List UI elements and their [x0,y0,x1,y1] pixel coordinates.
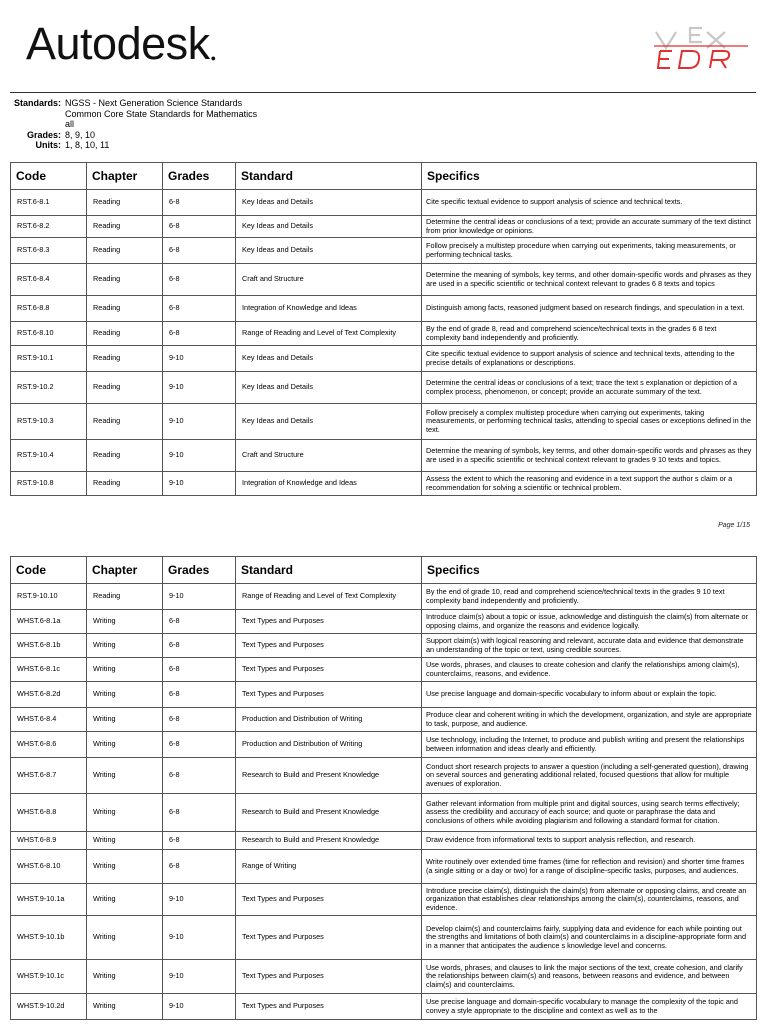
code-cell: WHST.6-8.9 [11,832,87,850]
standard-cell: Key Ideas and Details [236,238,422,264]
code-cell: WHST.6-8.8 [11,794,87,832]
column-header-specifics: Specifics [422,163,757,190]
table-header-row [11,557,757,584]
table-row [11,658,757,682]
autodesk-logo: Autodesk● [26,18,216,69]
specifics-cell: Use precise language and domain-specific vocabulary to inform about or explain the topic. [422,682,757,708]
table-row [11,322,757,346]
grades-cell: 9-10 [163,916,236,960]
chapter-cell: Reading [87,346,163,372]
table-row [11,264,757,296]
specifics-cell: Determine the meaning of symbols, key terms, and other domain-specific words and phrases as they are used in a specific scientific or technical context relevant to grades 6 8 texts and topics [422,264,757,296]
table-row [11,404,757,440]
code-cell: RST.9-10.10 [11,584,87,610]
specifics-cell: Conduct short research projects to answer a question (including a self-generated question), drawing on several sources and generating additional related, focused questions that allow for multiple avenues of exploration. [422,758,757,794]
table-header-row [11,163,757,190]
code-cell: WHST.6-8.1b [11,634,87,658]
grades-cell: 6-8 [163,634,236,658]
table-row [11,440,757,472]
code-cell: RST.6-8.10 [11,322,87,346]
column-header-standard: Standard [236,557,422,584]
chapter-cell: Writing [87,916,163,960]
standard-cell: Text Types and Purposes [236,884,422,916]
standard-cell: Integration of Knowledge and Ideas [236,472,422,496]
code-cell: WHST.6-8.10 [11,850,87,884]
grades-cell: 9-10 [163,960,236,994]
standard-cell: Range of Writing [236,850,422,884]
standard-cell: Production and Distribution of Writing [236,708,422,732]
grades-cell: 6-8 [163,322,236,346]
specifics-cell: By the end of grade 8, read and comprehend science/technical texts in the grades 6 8 text complexity band independently and proficiently. [422,322,757,346]
page-number: Page 1/15 [718,522,750,529]
code-cell: RST.9-10.3 [11,404,87,440]
grades-cell: 6-8 [163,190,236,216]
chapter-cell: Reading [87,472,163,496]
standard-cell: Key Ideas and Details [236,190,422,216]
standard-cell: Text Types and Purposes [236,960,422,994]
code-cell: RST.9-10.2 [11,372,87,404]
table-row [11,584,757,610]
specifics-cell: Assess the extent to which the reasoning and evidence in a text support the author s claim or a recommendation for solving a scientific or technical problem. [422,472,757,496]
column-header-specifics: Specifics [422,557,757,584]
chapter-cell: Reading [87,216,163,238]
standard-cell: Integration of Knowledge and Ideas [236,296,422,322]
standard-cell: Text Types and Purposes [236,916,422,960]
standard-cell: Key Ideas and Details [236,216,422,238]
specifics-cell: Gather relevant information from multiple print and digital sources, using search terms effectively; assess the credibility and accuracy of each source; and quote or paraphrase the data and conclusions of others while avoiding plagiarism and following a standard format for citation. [422,794,757,832]
chapter-cell: Reading [87,296,163,322]
grades-cell: 9-10 [163,346,236,372]
code-cell: RST.9-10.1 [11,346,87,372]
column-header-code: Code [11,557,87,584]
column-header-grades: Grades [163,163,236,190]
chapter-cell: Writing [87,884,163,916]
standard-cell: Research to Build and Present Knowledge [236,794,422,832]
code-cell: WHST.9-10.1a [11,884,87,916]
grades-cell: 6-8 [163,832,236,850]
standard-cell: Text Types and Purposes [236,610,422,634]
standard-cell: Text Types and Purposes [236,682,422,708]
standard-cell: Craft and Structure [236,264,422,296]
grades-cell: 9-10 [163,440,236,472]
chapter-cell: Writing [87,960,163,994]
code-cell: RST.6-8.1 [11,190,87,216]
grades-cell: 6-8 [163,658,236,682]
metadata-block [10,98,257,151]
chapter-cell: Writing [87,634,163,658]
code-cell: WHST.6-8.6 [11,732,87,758]
grades-cell: 6-8 [163,238,236,264]
specifics-cell: Write routinely over extended time frames (time for reflection and revision) and shorter time frames (a single sitting or a day or two) for a range of discipline-specific tasks, purposes, and audiences. [422,850,757,884]
specifics-cell: Determine the central ideas or conclusions of a text; provide an accurate summary of the text distinct from prior knowledge or opinions. [422,216,757,238]
specifics-cell: Use precise language and domain-specific vocabulary to manage the complexity of the topic and convey a style appropriate to the discipline and context as well as to the [422,994,757,1020]
table-row [11,994,757,1020]
table-row [11,832,757,850]
grades-cell: 6-8 [163,682,236,708]
standard-cell: Key Ideas and Details [236,346,422,372]
standard-cell: Key Ideas and Details [236,372,422,404]
grades-cell: 6-8 [163,610,236,634]
column-header-code: Code [11,163,87,190]
chapter-cell: Writing [87,732,163,758]
code-cell: WHST.6-8.7 [11,758,87,794]
standard-cell: Range of Reading and Level of Text Complexity [236,584,422,610]
code-cell: RST.6-8.8 [11,296,87,322]
chapter-cell: Reading [87,584,163,610]
standard-cell: Craft and Structure [236,440,422,472]
standards-value: Common Core State Standards for Mathematics [65,108,258,119]
specifics-cell: Distinguish among facts, reasoned judgment based on research findings, and speculation in a text. [422,296,757,322]
standard-cell: Text Types and Purposes [236,634,422,658]
chapter-cell: Writing [87,850,163,884]
chapter-cell: Writing [87,994,163,1020]
table-row [11,610,757,634]
chapter-cell: Reading [87,190,163,216]
chapter-cell: Writing [87,610,163,634]
standard-cell: Text Types and Purposes [236,658,422,682]
code-cell: RST.9-10.4 [11,440,87,472]
grades-cell: 6-8 [163,708,236,732]
grades-cell: 9-10 [163,404,236,440]
chapter-cell: Reading [87,238,163,264]
table-row [11,238,757,264]
chapter-cell: Writing [87,708,163,732]
code-cell: RST.6-8.2 [11,216,87,238]
column-header-grades: Grades [163,557,236,584]
chapter-cell: Reading [87,322,163,346]
chapter-cell: Writing [87,758,163,794]
standard-cell: Key Ideas and Details [236,404,422,440]
table-row [11,346,757,372]
chapter-cell: Writing [87,794,163,832]
code-cell: WHST.6-8.1c [11,658,87,682]
table-row [11,708,757,732]
grades-cell: 6-8 [163,758,236,794]
table-row [11,682,757,708]
code-cell: WHST.6-8.1a [11,610,87,634]
specifics-cell: Cite specific textual evidence to support analysis of science and technical texts. [422,190,757,216]
grades-cell: 9-10 [163,472,236,496]
standard-cell: Research to Build and Present Knowledge [236,832,422,850]
table-row [11,758,757,794]
specifics-cell: Support claim(s) with logical reasoning and relevant, accurate data and evidence that demonstrate an understanding of the topic or text, using credible sources. [422,634,757,658]
table-row [11,850,757,884]
table-row [11,634,757,658]
chapter-cell: Reading [87,440,163,472]
specifics-cell: Develop claim(s) and counterclaims fairly, supplying data and evidence for each while pointing out the strengths and limitations of both claim(s) and counterclaims in a discipline-appropriate form and in a manner that anticipates the audience s knowledge level and concerns. [422,916,757,960]
table-row [11,732,757,758]
column-header-standard: Standard [236,163,422,190]
code-cell: WHST.9-10.1b [11,916,87,960]
table-row [11,372,757,404]
grades-cell: 6-8 [163,794,236,832]
chapter-cell: Writing [87,682,163,708]
vex-edr-logo [652,24,752,76]
grades-cell: 9-10 [163,372,236,404]
header-rule [10,92,756,93]
standard-cell: Text Types and Purposes [236,994,422,1020]
table-row [11,190,757,216]
specifics-cell: Introduce precise claim(s), distinguish the claim(s) from alternate or opposing claims, and create an organization that establishes clear relationships among the claim(s), counterclaims, reasons, and evidence. [422,884,757,916]
specifics-cell: Introduce claim(s) about a topic or issue, acknowledge and distinguish the claim(s) from alternate or opposing claims, and organize the reasons and evidence logically. [422,610,757,634]
table-row [11,916,757,960]
code-cell: WHST.9-10.2d [11,994,87,1020]
specifics-cell: Follow precisely a complex multistep procedure when carrying out experiments, taking measurements, or performing technical tasks, attending to special cases or exceptions defined in the text. [422,404,757,440]
code-cell: WHST.6-8.4 [11,708,87,732]
brand-name: Autodesk [26,18,210,69]
specifics-cell: Use technology, including the Internet, to produce and publish writing and present the relationships between information and ideas clearly and efficiently. [422,732,757,758]
grades-cell: 9-10 [163,994,236,1020]
chapter-cell: Reading [87,264,163,296]
code-cell: RST.9-10.8 [11,472,87,496]
column-header-chapter: Chapter [87,163,163,190]
grades-cell: 6-8 [163,296,236,322]
grades-cell: 6-8 [163,216,236,238]
specifics-cell: Produce clear and coherent writing in which the development, organization, and style are appropriate to task, purpose, and audience. [422,708,757,732]
standard-cell: Research to Build and Present Knowledge [236,758,422,794]
standards-value: all [65,119,75,129]
grades-cell: 6-8 [163,850,236,884]
table-row [11,794,757,832]
table-row [11,216,757,238]
standard-cell: Production and Distribution of Writing [236,732,422,758]
grades-cell: 6-8 [163,732,236,758]
specifics-cell: Draw evidence from informational texts to support analysis reflection, and research. [422,832,757,850]
units-value: 1, 8, 10, 11 [65,140,110,150]
specifics-cell: Cite specific textual evidence to support analysis of science and technical texts, attending to the precise details of explanations or descriptions. [422,346,757,372]
specifics-cell: By the end of grade 10, read and comprehend science/technical texts in the grades 9 10 text complexity band independently and proficiently. [422,584,757,610]
table-row [11,296,757,322]
code-cell: RST.6-8.3 [11,238,87,264]
specifics-cell: Use words, phrases, and clauses to link the major sections of the text, create cohesion, and clarify the relationships between claim(s) and reasons, between reasons and evidence, and between claim(s) and counterclaims. [422,960,757,994]
chapter-cell: Reading [87,404,163,440]
table-row [11,884,757,916]
grades-label: Grades: [26,129,61,140]
specifics-cell: Follow precisely a multistep procedure when carrying out experiments, taking measurements, or performing technical tasks. [422,238,757,264]
units-label: Units: [35,140,61,150]
table-row [11,960,757,994]
specifics-cell: Use words, phrases, and clauses to create cohesion and clarify the relationships among claim(s), counterclaims, reasons, and evidence. [422,658,757,682]
code-cell: WHST.6-8.2d [11,682,87,708]
page-header [0,0,768,92]
standards-label: Standards: [13,98,61,108]
grades-cell: 9-10 [163,884,236,916]
standards-table-2 [10,556,757,1020]
grades-value: 8, 9, 10 [65,129,96,140]
grades-cell: 9-10 [163,584,236,610]
chapter-cell: Writing [87,832,163,850]
table-row [11,472,757,496]
standards-value: NGSS - Next Generation Science Standards [65,98,243,108]
chapter-cell: Writing [87,658,163,682]
standard-cell: Range of Reading and Level of Text Complexity [236,322,422,346]
grades-cell: 6-8 [163,264,236,296]
column-header-chapter: Chapter [87,557,163,584]
specifics-cell: Determine the meaning of symbols, key terms, and other domain-specific words and phrases as they are used in a specific scientific or technical context relevant to grades 9 10 texts and topics. [422,440,757,472]
code-cell: WHST.9-10.1c [11,960,87,994]
specifics-cell: Determine the central ideas or conclusions of a text; trace the text s explanation or depiction of a complex process, phenomenon, or concept; provide an accurate summary of the text. [422,372,757,404]
code-cell: RST.6-8.4 [11,264,87,296]
chapter-cell: Reading [87,372,163,404]
standards-table-1 [10,162,757,496]
